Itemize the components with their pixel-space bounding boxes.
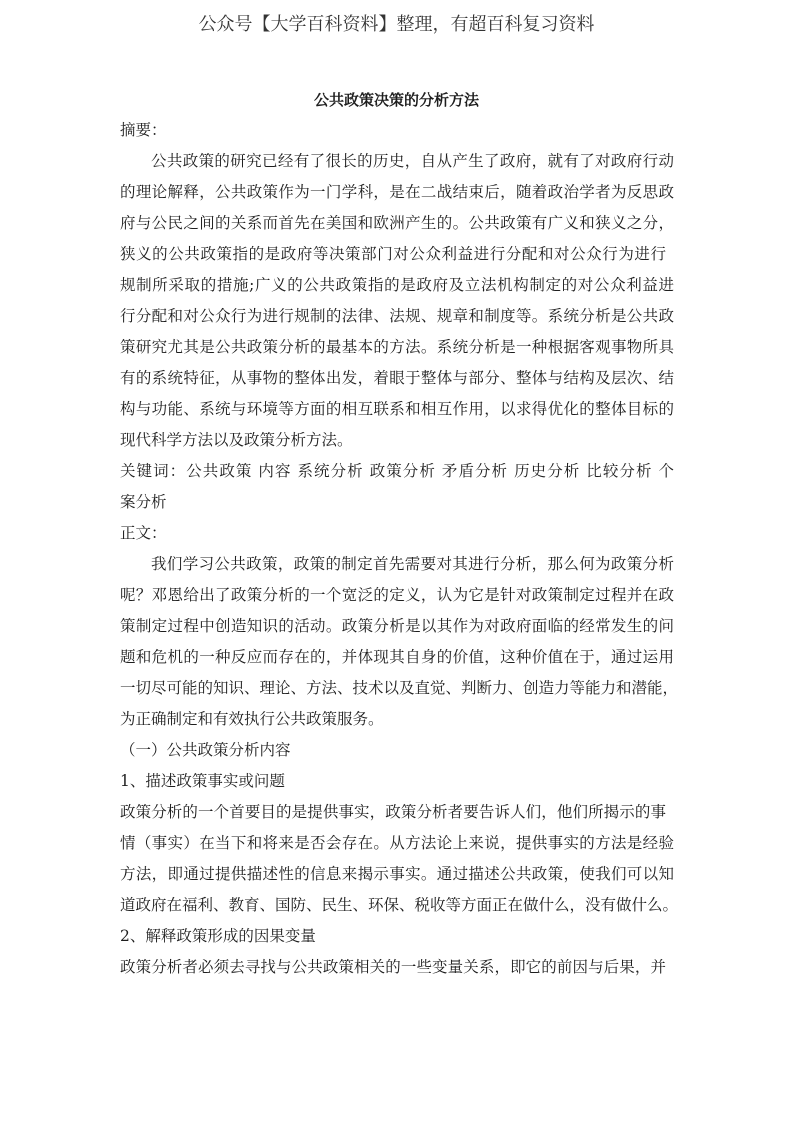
subsection-heading: 2、解释政策形成的因果变量 [120,927,316,945]
section-heading: （一）公共政策分析内容 [120,741,291,759]
abstract-label: 摘要： [120,121,167,139]
abstract-line: 有的系统特征，从事物的整体出发，着眼于整体与部分、整体与结构及层次、结 [120,369,674,387]
body-line: 情（事实）在当下和将来是否会存在。从方法论上来说，提供事实的方法是经验 [120,834,674,852]
body-line: 政策分析的一个首要目的是提供事实，政策分析者要告诉人们，他们所揭示的事 [120,803,666,821]
page-header: 公众号【大学百科资料】整理，有超百科复习资料 [198,14,595,35]
body-label: 正文： [120,524,167,542]
abstract-line: 府与公民之间的关系而首先在美国和欧洲产生的。公共政策有广义和狭义之分， [120,214,674,232]
body-line: 一切尽可能的知识、理论、方法、技术以及直觉、判断力、创造力等能力和潜能， [120,679,679,697]
abstract-line: 狭义的公共政策指的是政府等决策部门对公众利益进行分配和对公众行为进行 [120,245,666,263]
abstract-line: 的理论解释，公共政策作为一门学科，是在二战结束后，随着政治学者为反思政 [120,183,674,201]
abstract-line: 构与功能、系统与环境等方面的相互联系和相互作用，以求得优化的整体目标的 [120,400,674,418]
subsection-heading: 1、描述政策事实或问题 [120,772,285,790]
body-line: 策制定过程中创造知识的活动。政策分析是以其作为对政府面临的经常发生的问 [120,617,674,635]
body-line: 我们学习公共政策，政策的制定首先需要对其进行分析，那么何为政策分析 [151,555,674,573]
document-title: 公共政策决策的分析方法 [313,91,479,109]
keywords-line: 关键词：公共政策 内容 系统分析 政策分析 矛盾分析 历史分析 比较分析 个 [120,462,674,480]
abstract-line: 公共政策的研究已经有了很长的历史，自从产生了政府，就有了对政府行动 [151,152,674,170]
abstract-line: 行分配和对公众行为进行规制的法律、法规、规章和制度等。系统分析是公共政 [120,307,674,325]
abstract-line: 策研究尤其是公共政策分析的最基本的方法。系统分析是一种根据客观事物所具 [120,338,674,356]
abstract-line: 规制所采取的措施;广义的公共政策指的是政府及立法机构制定的对公众利益进 [120,276,674,294]
body-line: 道政府在福利、教育、国防、民生、环保、税收等方面正在做什么，没有做什么。 [120,896,679,914]
body-line: 呢？邓恩给出了政策分析的一个宽泛的定义，认为它是针对政策制定过程并在政 [120,586,674,604]
body-line: 为正确制定和有效执行公共政策服务。 [120,710,384,728]
body-line: 方法，即通过提供描述性的信息来揭示事实。通过描述公共政策，使我们可以知 [120,865,674,883]
abstract-line: 现代科学方法以及政策分析方法。 [120,431,353,449]
keywords-line: 案分析 [120,493,167,511]
body-line: 题和危机的一种反应而存在的，并体现其自身的价值，这种价值在于，通过运用 [120,648,674,666]
body-line: 政策分析者必须去寻找与公共政策相关的一些变量关系，即它的前因与后果，并 [120,958,666,976]
